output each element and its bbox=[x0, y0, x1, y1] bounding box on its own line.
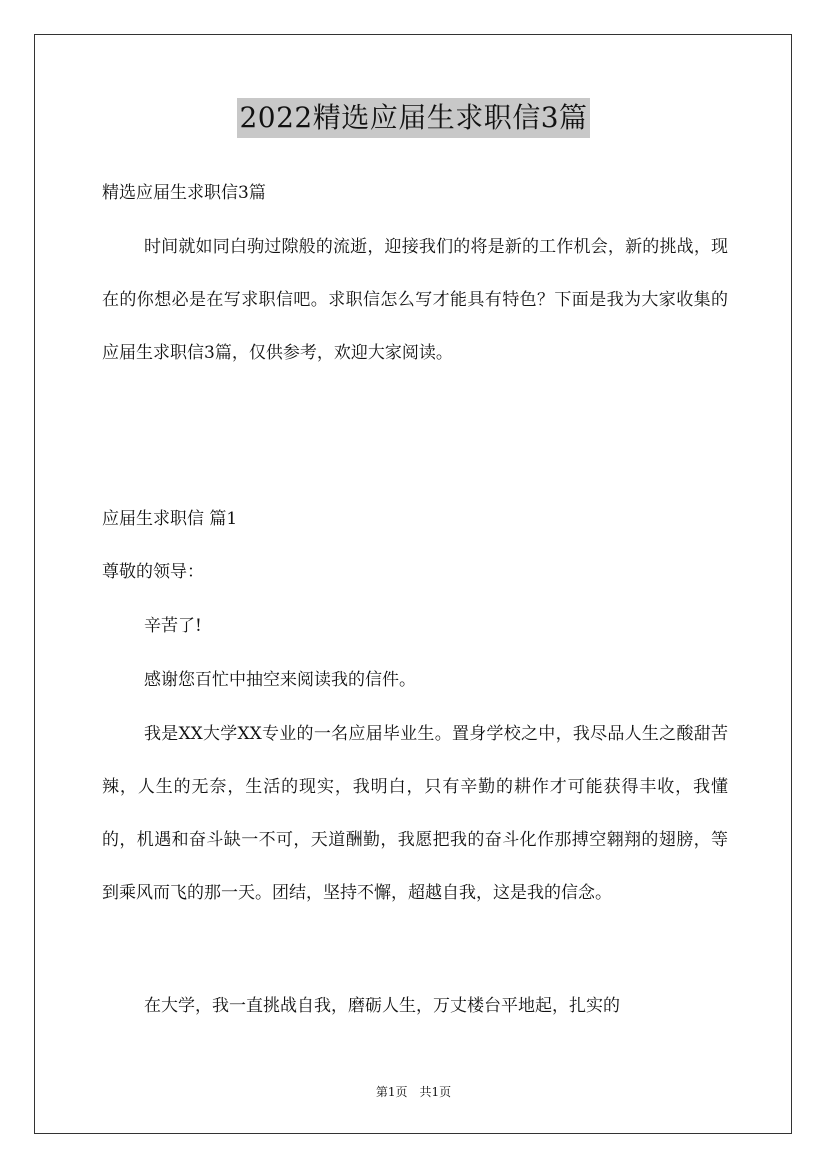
page-footer: 第1页 共1页 bbox=[375, 1085, 452, 1099]
document-subtitle: 精选应届生求职信3篇 bbox=[102, 183, 266, 203]
document-title: 2022精选应届生求职信3篇 bbox=[237, 98, 589, 138]
body-paragraph: 辛苦了! bbox=[144, 616, 202, 636]
intro-paragraph: 时间就如同白驹过隙般的流逝，迎接我们的将是新的工作机会，新的挑战，现在的你想必是在写求职信吧。求职信怎么写才能具有特色？下面是我为大家收集的应届生求职信3篇，仅供参考，欢迎大家阅读。 bbox=[102, 237, 728, 363]
body-paragraph: 感谢您百忙中抽空来阅读我的信件。 bbox=[144, 670, 416, 690]
title-container bbox=[0, 98, 827, 138]
salutation: 尊敬的领导： bbox=[102, 562, 204, 582]
body-paragraph: 我是XX大学XX专业的一名应届毕业生。置身学校之中，我尽品人生之酸甜苦辣，人生的无奈，生活的现实，我明白，只有辛勤的耕作才可能获得丰收，我懂的，机遇和奋斗缺一不可，天道酬勤，我愿把我的奋斗化作那搏空翱翔的翅膀，等到乘风而飞的那一天。团结，坚持不懈，超越自我，这是我的信念。 bbox=[102, 724, 728, 903]
body-paragraph: 在大学，我一直挑战自我，磨砺人生，万丈楼台平地起，扎实的 bbox=[144, 996, 620, 1016]
section-heading: 应届生求职信 篇1 bbox=[102, 509, 238, 529]
